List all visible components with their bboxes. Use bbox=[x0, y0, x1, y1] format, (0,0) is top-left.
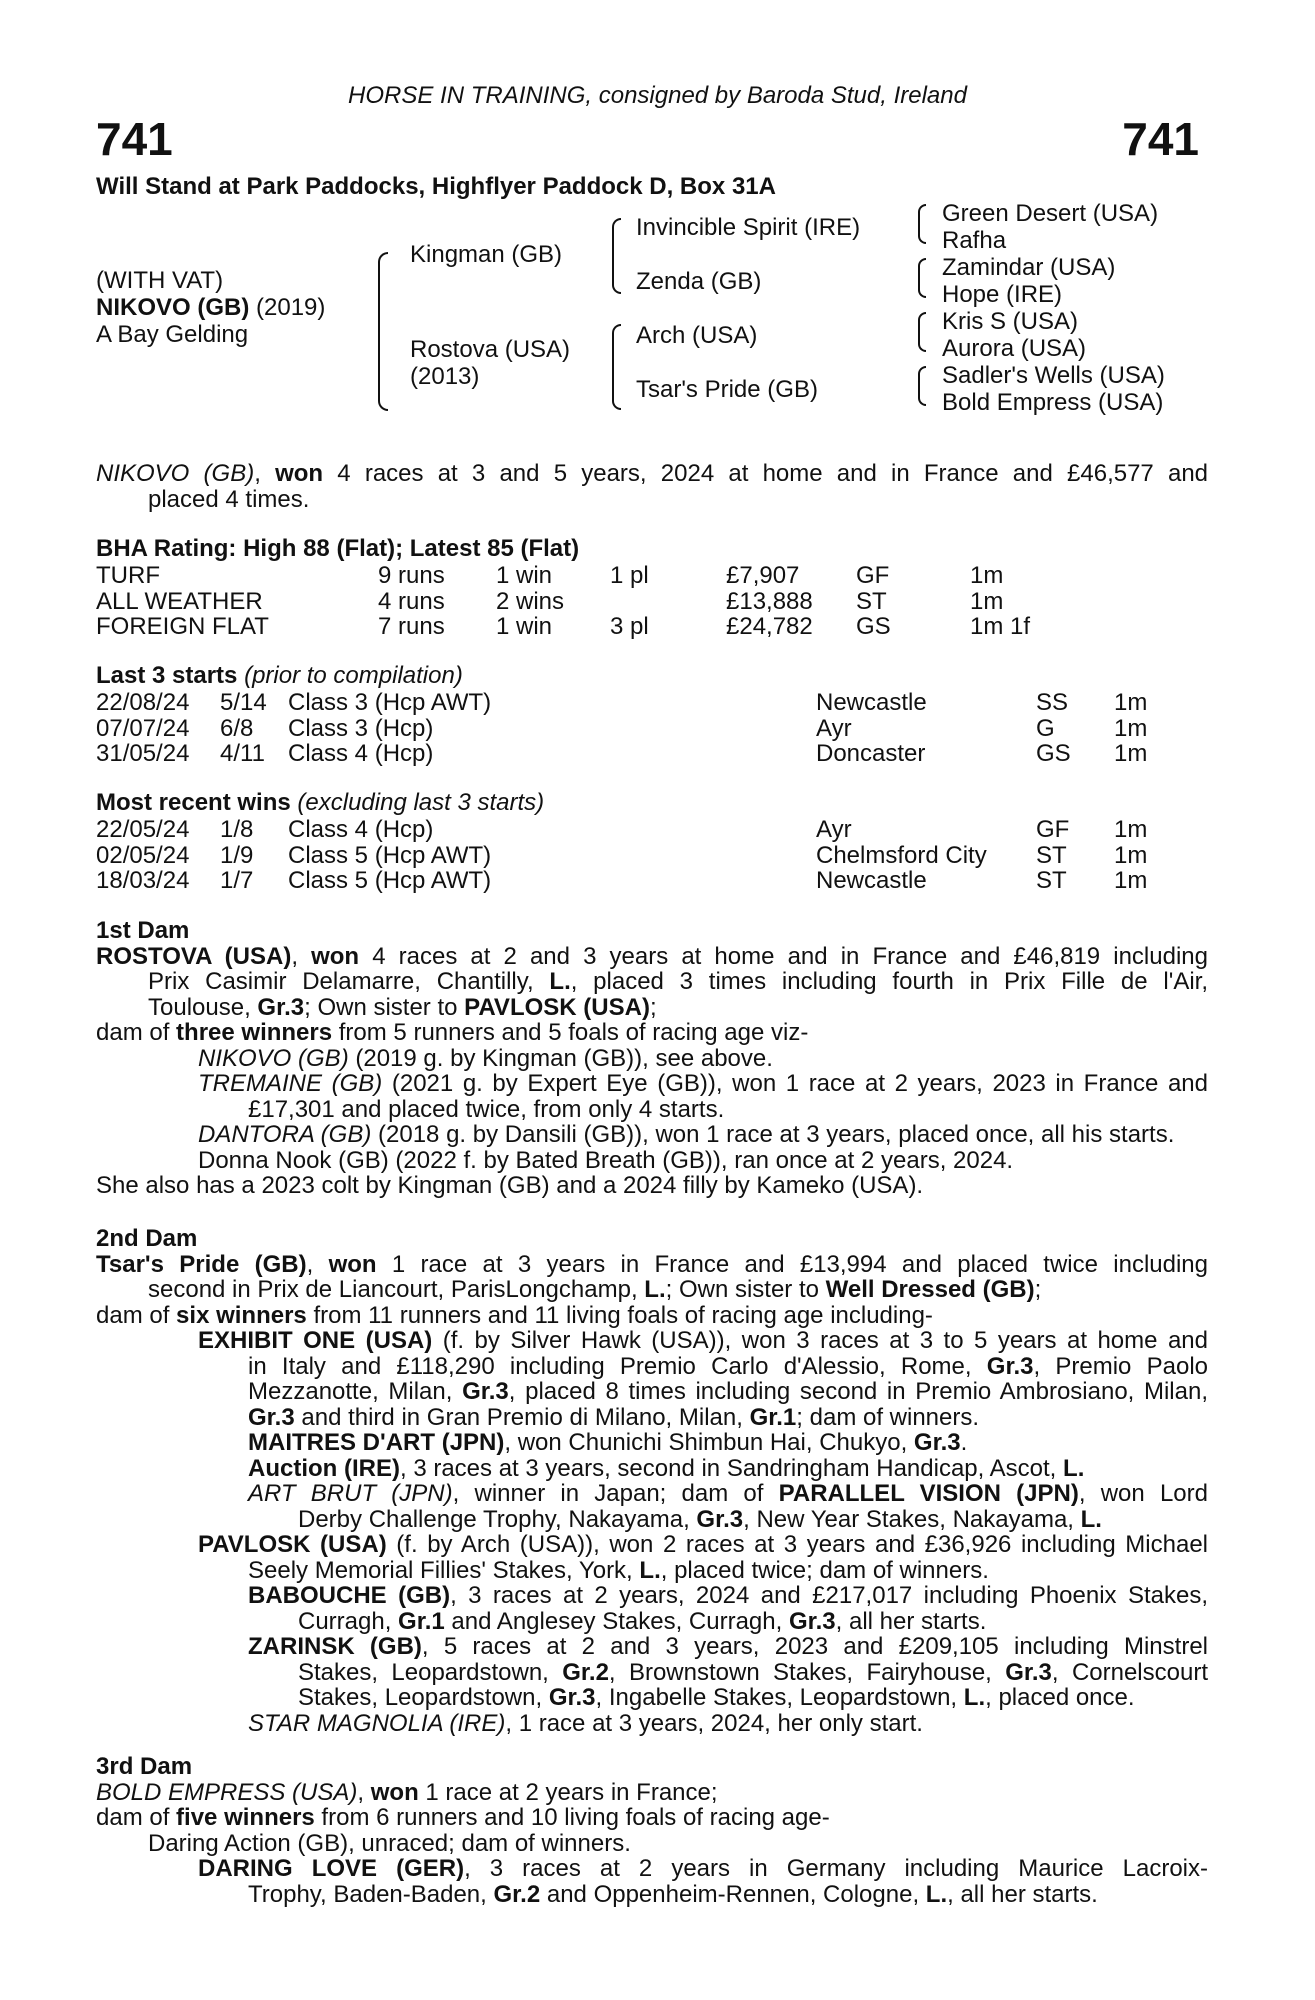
summary-won: won bbox=[275, 460, 324, 487]
last3-title: Last 3 starts bbox=[96, 662, 238, 689]
dam2-babouche-2 bbox=[96, 1609, 1208, 1635]
text-fragment: five winners bbox=[176, 1804, 315, 1831]
text-fragment: Stakes, Leopardstown, bbox=[298, 1658, 563, 1686]
dam1-produce-2-cont: £17,301 and placed twice, from only 4 starts. bbox=[248, 1095, 725, 1123]
race-summary bbox=[96, 461, 1208, 512]
race-position: 1/7 bbox=[220, 867, 254, 894]
text-fragment: won bbox=[328, 1250, 377, 1278]
dam1-produce-note: She also has a 2023 colt by Kingman (GB) and a 2024 filly by Kameko (USA). bbox=[96, 1172, 924, 1199]
text-fragment: , all her starts. bbox=[835, 1607, 987, 1635]
dam: Rostova (USA) bbox=[410, 336, 571, 363]
text-fragment: won bbox=[311, 942, 360, 970]
text-fragment: Gr.1 bbox=[749, 1403, 797, 1431]
text-fragment: 4 races at 2 and 3 years at home and in France and £46,819 including bbox=[359, 942, 1208, 970]
grandsire-3: Kris S (USA) bbox=[942, 308, 1079, 335]
dam2-pavlosk-1 bbox=[96, 1532, 1208, 1558]
text-fragment: (2018 g. by Dansili (GB)), won 1 race at 3 years, placed once, all his starts. bbox=[371, 1121, 1175, 1148]
race-position: 5/14 bbox=[220, 689, 267, 716]
summary-horse-name: NIKOVO (GB) bbox=[96, 460, 255, 487]
rating-runs: 9 runs bbox=[378, 562, 445, 589]
race-class: Class 3 (Hcp) bbox=[288, 714, 434, 742]
text-fragment: Gr.2 bbox=[562, 1658, 609, 1686]
text-fragment: , 1 race at 3 years, 2024, her only start. bbox=[505, 1709, 923, 1737]
race-position: 1/9 bbox=[220, 841, 254, 869]
text-fragment: DANTORA (GB) bbox=[198, 1121, 372, 1148]
text-fragment: L. bbox=[1063, 1454, 1085, 1482]
dam1-produce-4: Donna Nook (GB) (2022 f. by Bated Breath (GB)), ran once at 2 years, 2024. bbox=[198, 1146, 1014, 1174]
text-fragment: Mezzanotte, Milan, bbox=[248, 1378, 463, 1405]
text-fragment: L. bbox=[1080, 1505, 1102, 1533]
race-distance: 1m bbox=[1114, 841, 1148, 869]
text-fragment: , placed 8 times including second in Premio Ambrosiano, Milan, bbox=[508, 1378, 1209, 1405]
race-class: Class 4 (Hcp) bbox=[288, 740, 434, 767]
text-fragment: Trophy, Baden-Baden, bbox=[248, 1880, 494, 1908]
text-fragment: (f. by Arch (USA)), won 2 races at 3 years and £36,926 including Michael bbox=[386, 1531, 1208, 1558]
horse-year: (2019) bbox=[256, 294, 326, 321]
pedigree-bracket-1 bbox=[378, 252, 388, 411]
race-class: Class 4 (Hcp) bbox=[288, 816, 434, 843]
text-fragment: second in Prix de Liancourt, ParisLongchamp, bbox=[148, 1276, 645, 1303]
rating-title: BHA Rating: High 88 (Flat); Latest 85 (Flat) bbox=[96, 535, 580, 562]
rating-going: ST bbox=[856, 587, 887, 615]
lot-number-left: 741 bbox=[96, 113, 173, 165]
recent-note: (excluding last 3 starts) bbox=[297, 789, 545, 816]
dam2-zarinsk-3 bbox=[96, 1685, 1208, 1711]
recent-win-row bbox=[96, 867, 1226, 893]
race-date: 18/03/24 bbox=[96, 867, 190, 894]
text-fragment: , Ingabelle Stakes, Leopardstown, bbox=[595, 1684, 964, 1711]
text-fragment: MAITRES D'ART (JPN) bbox=[248, 1429, 505, 1456]
dam2-art-brut-2 bbox=[96, 1507, 1208, 1533]
pedigree-bracket-3b bbox=[918, 258, 926, 298]
text-fragment: Stakes, Leopardstown, bbox=[298, 1684, 549, 1711]
text-fragment: Gr.3 bbox=[696, 1505, 744, 1533]
race-going: ST bbox=[1036, 841, 1067, 869]
rating-wins: 1 win bbox=[496, 613, 553, 640]
third-dam-section bbox=[96, 1754, 1208, 1907]
text-fragment: Toulouse, bbox=[148, 993, 258, 1021]
stand-location: Will Stand at Park Paddocks, Highflyer Paddock D, Box 31A bbox=[96, 173, 776, 200]
race-going: SS bbox=[1036, 689, 1069, 716]
rating-placed: 1 pl bbox=[610, 562, 649, 589]
granddam-1: Rafha bbox=[942, 227, 1007, 254]
text-fragment: Gr.3 bbox=[913, 1429, 961, 1456]
text-fragment: L. bbox=[644, 1276, 666, 1303]
dam2-maitres-dart bbox=[96, 1430, 1208, 1456]
text-fragment: L. bbox=[549, 968, 571, 995]
dam1-line-1 bbox=[96, 944, 1208, 970]
text-fragment: Seely Memorial Fillies' Stakes, York, bbox=[248, 1556, 640, 1584]
text-fragment: STAR MAGNOLIA (IRE) bbox=[248, 1709, 506, 1737]
text-fragment: ; dam of winners. bbox=[796, 1403, 980, 1431]
text-fragment: . bbox=[960, 1429, 968, 1456]
sire: Kingman (GB) bbox=[410, 241, 563, 268]
race-distance: 1m bbox=[1114, 689, 1148, 716]
horse-description: A Bay Gelding bbox=[96, 321, 249, 348]
race-date: 22/08/24 bbox=[96, 689, 190, 716]
text-fragment: and Anglesey Stakes, Curragh, bbox=[444, 1607, 789, 1635]
race-class: Class 5 (Hcp AWT) bbox=[288, 841, 492, 869]
text-fragment: Prix Casimir Delamarre, Chantilly, bbox=[148, 968, 550, 995]
text-fragment: , 5 races at 2 and 3 years, 2023 and £209,105 including Minstrel bbox=[421, 1633, 1208, 1660]
text-fragment: L. bbox=[963, 1684, 986, 1711]
text-fragment: BABOUCHE (GB) bbox=[248, 1582, 451, 1609]
grandsire-1: Green Desert (USA) bbox=[942, 200, 1159, 227]
text-fragment: Gr.3 bbox=[248, 1403, 295, 1431]
dam2-auction bbox=[96, 1456, 1208, 1482]
text-fragment: 1 race at 2 years in France; bbox=[418, 1778, 718, 1806]
pedigree-bracket-3d bbox=[918, 366, 926, 406]
race-course: Chelmsford City bbox=[816, 841, 987, 869]
race-distance: 1m bbox=[1114, 867, 1148, 894]
text-fragment: ROSTOVA (USA) bbox=[96, 942, 292, 970]
text-fragment: dam of bbox=[96, 1804, 177, 1831]
text-fragment: ; bbox=[649, 993, 657, 1021]
granddam-2: Hope (IRE) bbox=[942, 281, 1063, 308]
dam3-line-1 bbox=[96, 1780, 1208, 1806]
text-fragment: , placed twice; dam of winners. bbox=[660, 1556, 989, 1584]
text-fragment: (f. by Silver Hawk (USA)), won 3 races at 3 to 5 years at home and bbox=[432, 1327, 1208, 1354]
rating-prize: £13,888 bbox=[726, 587, 813, 615]
pedigree-bracket-3a bbox=[918, 204, 926, 244]
dam2-exhibit-one-4 bbox=[96, 1405, 1208, 1431]
second-dam-heading: 2nd Dam bbox=[96, 1225, 198, 1252]
dam3-daring-action: Daring Action (GB), unraced; dam of winners. bbox=[148, 1829, 631, 1857]
text-fragment: , won Chunichi Shimbun Hai, Chukyo, bbox=[504, 1429, 914, 1456]
text-fragment: 1 race at 3 years in France and £13,994 and placed twice including bbox=[376, 1250, 1209, 1278]
text-fragment: , 3 races at 2 years, 2024 and £217,017 including Phoenix Stakes, bbox=[450, 1582, 1208, 1609]
third-dam-heading: 3rd Dam bbox=[96, 1753, 193, 1780]
text-fragment: L. bbox=[639, 1556, 661, 1584]
text-fragment: Curragh, bbox=[298, 1607, 399, 1635]
text-fragment: NIKOVO (GB) bbox=[198, 1044, 349, 1072]
rating-distance: 1m 1f bbox=[970, 613, 1031, 640]
race-position: 4/11 bbox=[220, 740, 265, 767]
rating-prize: £7,907 bbox=[726, 562, 800, 589]
dam1-line-2 bbox=[96, 969, 1208, 995]
dam1-produce-2 bbox=[96, 1071, 1208, 1097]
dam2-babouche-1 bbox=[96, 1583, 1208, 1609]
granddam-4: Bold Empress (USA) bbox=[942, 389, 1164, 416]
race-date: 07/07/24 bbox=[96, 714, 190, 742]
text-fragment: Gr.3 bbox=[257, 993, 305, 1021]
rating-distance: 1m bbox=[970, 562, 1004, 589]
text-fragment: won bbox=[370, 1778, 419, 1806]
text-fragment: ; Own sister to bbox=[665, 1276, 826, 1303]
rating-wins: 2 wins bbox=[496, 587, 565, 615]
text-fragment: TREMAINE (GB) bbox=[198, 1070, 383, 1097]
rating-going: GF bbox=[856, 562, 890, 589]
text-fragment: , bbox=[291, 942, 312, 970]
race-going: GF bbox=[1036, 816, 1070, 843]
rating-runs: 4 runs bbox=[378, 587, 445, 615]
rating-wins: 1 win bbox=[496, 562, 553, 589]
lot-number-right: 741 bbox=[1122, 113, 1199, 165]
dam1-produce-3 bbox=[96, 1122, 1208, 1148]
rating-row bbox=[96, 588, 1226, 614]
text-fragment: DARING LOVE (GER) bbox=[198, 1855, 465, 1882]
text-fragment: in Italy and £118,290 including Premio Carlo d'Alessio, Rome, bbox=[248, 1352, 987, 1380]
text-fragment: , placed once. bbox=[985, 1684, 1135, 1711]
first-dam-heading: 1st Dam bbox=[96, 917, 190, 944]
text-fragment: and Oppenheim-Rennen, Cologne, bbox=[540, 1880, 926, 1908]
consignment-line: HORSE IN TRAINING, consigned by Baroda Stud, Ireland bbox=[348, 82, 967, 109]
text-fragment: three winners bbox=[176, 1019, 333, 1046]
first-dam-section bbox=[96, 918, 1208, 1199]
vat-note: (WITH VAT) bbox=[96, 267, 224, 294]
text-fragment: BOLD EMPRESS (USA) bbox=[96, 1778, 358, 1806]
rating-distance: 1m bbox=[970, 587, 1004, 615]
text-fragment: Tsar's Pride (GB) bbox=[96, 1250, 307, 1278]
rating-placed: 3 pl bbox=[610, 613, 649, 640]
race-course: Ayr bbox=[816, 816, 852, 843]
horse-name-line bbox=[96, 295, 325, 321]
pedigree-bracket-3c bbox=[918, 312, 926, 352]
race-date: 22/05/24 bbox=[96, 816, 190, 843]
text-fragment: , New Year Stakes, Nakayama, bbox=[743, 1505, 1081, 1533]
race-distance: 1m bbox=[1114, 816, 1148, 843]
dam3-daring-love-1 bbox=[96, 1856, 1208, 1882]
race-going: GS bbox=[1036, 740, 1071, 767]
text-fragment: , 3 races at 3 years, second in Sandringham Handicap, Ascot, bbox=[399, 1454, 1064, 1482]
text-fragment: , won Lord bbox=[1078, 1480, 1208, 1507]
dam2-star-magnolia bbox=[96, 1711, 1208, 1737]
dam2-zarinsk-1 bbox=[96, 1634, 1208, 1660]
text-fragment: and third in Gran Premio di Milano, Milan, bbox=[294, 1403, 750, 1431]
sire-sire: Invincible Spirit (IRE) bbox=[636, 214, 861, 241]
last3-row bbox=[96, 715, 1226, 741]
dam2-exhibit-one-3 bbox=[96, 1379, 1208, 1405]
summary-line-1: NIKOVO (GB), won 4 races at 3 and 5 years, 2024 at home and in France and £46,577 and bbox=[96, 460, 1209, 487]
text-fragment: PARALLEL VISION (JPN) bbox=[778, 1480, 1079, 1507]
text-fragment: PAVLOSK (USA) bbox=[198, 1531, 387, 1558]
text-fragment: , 3 races at 2 years in Germany including Maurice Lacroix- bbox=[464, 1855, 1208, 1882]
dam3-daring-love-2 bbox=[96, 1882, 1208, 1908]
race-course: Doncaster bbox=[816, 740, 926, 767]
text-fragment: Gr.3 bbox=[788, 1607, 836, 1635]
last3-note: (prior to compilation) bbox=[244, 662, 463, 689]
last3-heading bbox=[96, 663, 463, 689]
dam-dam: Tsar's Pride (GB) bbox=[636, 376, 818, 403]
text-fragment: , Brownstown Stakes, Fairyhouse, bbox=[608, 1658, 1006, 1686]
text-fragment: six winners bbox=[176, 1301, 307, 1329]
dam-sire: Arch (USA) bbox=[636, 322, 758, 349]
dam1-line-4 bbox=[96, 1020, 1208, 1046]
rating-surface: ALL WEATHER bbox=[96, 587, 263, 615]
race-course: Newcastle bbox=[816, 689, 927, 716]
text-fragment: Auction (IRE) bbox=[248, 1454, 400, 1482]
text-fragment: , Cornelscourt bbox=[1051, 1658, 1208, 1686]
pedigree-bracket-2b bbox=[612, 324, 621, 410]
race-class: Class 5 (Hcp AWT) bbox=[288, 867, 492, 894]
dam1-produce-1 bbox=[96, 1046, 1208, 1072]
text-fragment: Derby Challenge Trophy, Nakayama, bbox=[298, 1505, 697, 1533]
rating-surface: TURF bbox=[96, 562, 160, 589]
dam2-exhibit-one-1 bbox=[96, 1328, 1208, 1354]
dam2-exhibit-one-2 bbox=[96, 1354, 1208, 1380]
text-fragment: Well Dressed (GB) bbox=[825, 1276, 1035, 1303]
recent-win-row bbox=[96, 842, 1226, 868]
text-fragment: from 11 runners and 11 living foals of racing age including- bbox=[306, 1301, 933, 1329]
text-fragment: (2021 g. by Expert Eye (GB)), won 1 race at 2 years, 2023 in France and bbox=[382, 1070, 1209, 1097]
text-fragment: , bbox=[357, 1778, 371, 1806]
dam2-line-3 bbox=[96, 1303, 1208, 1329]
race-course: Ayr bbox=[816, 714, 852, 742]
text-fragment: Gr.1 bbox=[398, 1607, 445, 1635]
text-fragment: L. bbox=[925, 1880, 948, 1908]
rating-going: GS bbox=[856, 613, 891, 640]
summary-line-2: placed 4 times. bbox=[148, 485, 310, 513]
dam2-pavlosk-2 bbox=[96, 1558, 1208, 1584]
rating-row bbox=[96, 613, 1226, 639]
sire-dam: Zenda (GB) bbox=[636, 268, 762, 295]
race-position: 6/8 bbox=[220, 714, 254, 742]
text-fragment: ART BRUT (JPN) bbox=[248, 1480, 453, 1507]
race-position: 1/8 bbox=[220, 816, 254, 843]
rating-row bbox=[96, 562, 1226, 588]
dam3-line-2 bbox=[96, 1805, 1208, 1831]
text-fragment: from 5 runners and 5 foals of racing age viz- bbox=[332, 1019, 809, 1046]
text-fragment: (2019 g. by Kingman (GB)), see above. bbox=[348, 1044, 773, 1072]
last3-row bbox=[96, 689, 1226, 715]
last3-row bbox=[96, 740, 1226, 766]
recent-win-row bbox=[96, 816, 1226, 842]
dam1-line-3 bbox=[96, 995, 1208, 1021]
summary-text-1: 4 races at 3 and 5 years, 2024 at home and in France and £46,577 and bbox=[323, 460, 1209, 487]
rating-surface: FOREIGN FLAT bbox=[96, 613, 269, 640]
text-fragment: , winner in Japan; dam of bbox=[452, 1480, 779, 1507]
race-going: G bbox=[1036, 714, 1055, 742]
granddam-3: Aurora (USA) bbox=[942, 335, 1087, 362]
text-fragment: Gr.2 bbox=[493, 1880, 541, 1908]
text-fragment: Gr.3 bbox=[548, 1684, 596, 1711]
recent-title: Most recent wins bbox=[96, 789, 291, 816]
race-distance: 1m bbox=[1114, 714, 1148, 742]
text-fragment: Gr.3 bbox=[462, 1378, 509, 1405]
race-date: 31/05/24 bbox=[96, 740, 190, 767]
rating-runs: 7 runs bbox=[378, 613, 445, 640]
text-fragment: Gr.3 bbox=[1005, 1658, 1052, 1686]
text-fragment: dam of bbox=[96, 1301, 177, 1329]
second-dam-section bbox=[96, 1226, 1208, 1736]
text-fragment: , placed 3 times including fourth in Prix Fille de l'Air, bbox=[570, 968, 1208, 995]
horse-name: NIKOVO (GB) bbox=[96, 294, 250, 321]
dam2-line-2 bbox=[96, 1277, 1208, 1303]
text-fragment: EXHIBIT ONE (USA) bbox=[198, 1327, 433, 1354]
pedigree-bracket-2a bbox=[612, 218, 621, 294]
text-fragment: ; bbox=[1034, 1276, 1042, 1303]
dam2-line-1 bbox=[96, 1252, 1208, 1278]
text-fragment: dam of bbox=[96, 1019, 177, 1046]
dam2-art-brut-1 bbox=[96, 1481, 1208, 1507]
rating-prize: £24,782 bbox=[726, 613, 813, 640]
text-fragment: , Premio Paolo bbox=[1033, 1352, 1209, 1380]
recent-heading bbox=[96, 790, 544, 816]
race-class: Class 3 (Hcp AWT) bbox=[288, 689, 492, 716]
grandsire-4: Sadler's Wells (USA) bbox=[942, 362, 1165, 389]
race-going: ST bbox=[1036, 867, 1067, 894]
dam-year: (2013) bbox=[410, 363, 480, 390]
text-fragment: ZARINSK (GB) bbox=[248, 1633, 422, 1660]
race-date: 02/05/24 bbox=[96, 841, 190, 869]
grandsire-2: Zamindar (USA) bbox=[942, 254, 1116, 281]
race-distance: 1m bbox=[1114, 740, 1148, 767]
text-fragment: Gr.3 bbox=[986, 1352, 1034, 1380]
dam2-zarinsk-2 bbox=[96, 1660, 1208, 1686]
text-fragment: , all her starts. bbox=[947, 1880, 1098, 1908]
text-fragment: , bbox=[306, 1250, 329, 1278]
text-fragment: PAVLOSK (USA) bbox=[464, 993, 650, 1021]
text-fragment: from 6 runners and 10 living foals of racing age- bbox=[314, 1804, 830, 1831]
text-fragment: ; Own sister to bbox=[304, 993, 465, 1021]
race-course: Newcastle bbox=[816, 867, 927, 894]
